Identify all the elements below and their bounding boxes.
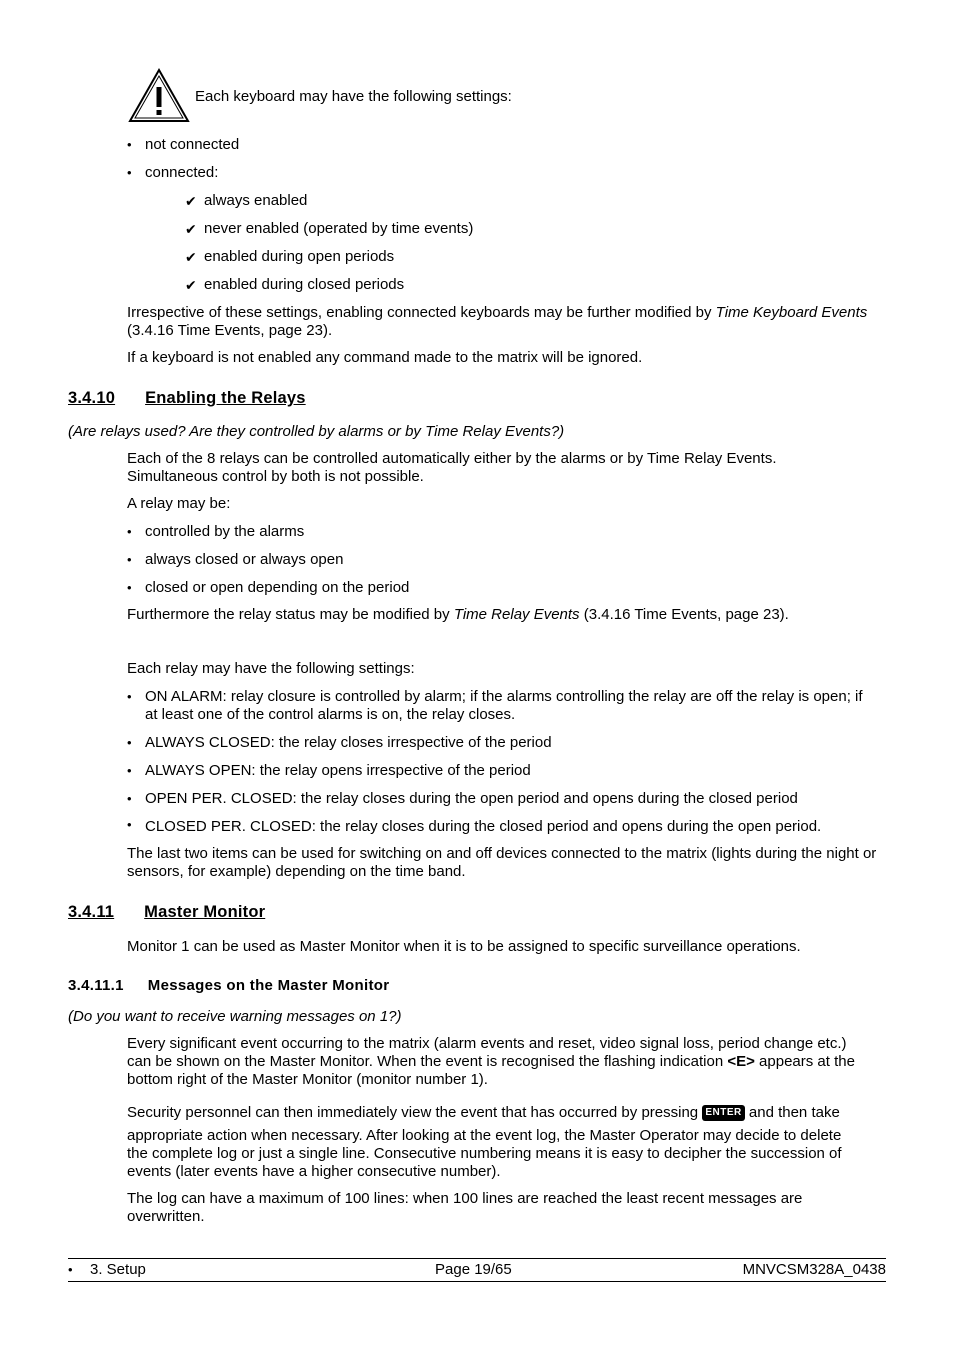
checkmark-icon: ✔ — [185, 221, 197, 237]
enter-key-icon: ENTER — [702, 1105, 744, 1121]
bullet-icon: • — [127, 165, 132, 180]
event-indicator: <E> — [727, 1053, 755, 1070]
emphasis: Time Keyboard Events — [715, 304, 868, 321]
checkmark-icon: ✔ — [185, 193, 197, 209]
footer-page-number: Page 19/65 — [435, 1261, 512, 1278]
list-item: ON ALARM: relay closure is controlled by alarm; if the alarms controlling the relay are off the relay is open; if at least one of the control alarms is on, the relay closes. — [145, 688, 863, 723]
checkmark-icon: ✔ — [185, 249, 197, 265]
list-item: controlled by the alarms — [145, 523, 305, 540]
warning-text: Each keyboard may have the following settings: — [195, 88, 512, 105]
warning-icon — [127, 67, 191, 124]
bullet-icon: • — [127, 817, 132, 832]
emphasis: Time Relay Events — [453, 606, 580, 623]
paragraph: Monitor 1 can be used as Master Monitor when it is to be assigned to specific surveillance operations. — [127, 938, 801, 955]
paragraph: Furthermore the relay status may be modified by Time Relay Events (3.4.16 Time Events, page 23). — [127, 606, 789, 623]
list-item: OPEN PER. CLOSED: the relay closes during the open period and opens during the closed period — [145, 790, 798, 807]
subsection-heading: 3.4.11.1 Messages on the Master Monitor — [68, 977, 390, 994]
list-item: enabled during open periods — [204, 248, 395, 265]
paragraph: Irrespective of these settings, enabling connected keyboards may be further modified by Time Keyboard Events (3.4.16 Time Events, page 23). — [127, 304, 868, 339]
list-item: ALWAYS OPEN: the relay opens irrespective of the period — [145, 762, 531, 779]
footer-rule-bottom — [68, 1281, 886, 1282]
bullet-icon: • — [127, 735, 132, 750]
paragraph: Each relay may have the following settings: — [127, 660, 415, 677]
bullet-icon: • — [127, 552, 132, 567]
list-item: never enabled (operated by time events) — [204, 220, 474, 237]
footer-rule-top — [68, 1258, 886, 1259]
paragraph: If a keyboard is not enabled any command made to the matrix will be ignored. — [127, 349, 643, 366]
section-question: (Do you want to receive warning messages on 1?) — [68, 1008, 402, 1025]
paragraph: The last two items can be used for switching on and off devices connected to the matrix (lights during the night or sensors, for example) depending on the time band. — [127, 845, 877, 880]
bullet-icon: • — [127, 791, 132, 806]
section-heading: 3.4.10 Enabling the Relays — [68, 389, 306, 407]
bullet-icon: • — [127, 689, 132, 704]
paragraph: The log can have a maximum of 100 lines: when 100 lines are reached the least recent messages are overwritten. — [127, 1190, 803, 1225]
paragraph: appropriate action when necessary. After looking at the event log, the Master Operator may decide to delete the complete log or just a single line. Consecutive numbering means it is easy to decipher the succession of events (later events have a higher consecutive number). — [127, 1127, 842, 1180]
paragraph: A relay may be: — [127, 495, 231, 512]
list-item: enabled during closed periods — [204, 276, 405, 293]
list-item: always closed or always open — [145, 551, 344, 568]
bullet-icon: • — [127, 580, 132, 595]
list-item: always enabled — [204, 192, 308, 209]
list-item: ALWAYS CLOSED: the relay closes irrespective of the period — [145, 734, 552, 751]
paragraph: Each of the 8 relays can be controlled automatically either by the alarms or by Time Relay Events. Simultaneous control by both is not possible. — [127, 450, 777, 485]
bullet-icon: • — [127, 524, 132, 539]
section-question: (Are relays used? Are they controlled by alarms or by Time Relay Events?) — [68, 423, 565, 440]
paragraph: Every significant event occurring to the matrix (alarm events and reset, video signal loss, period change etc.) can be shown on the Master Monitor. When the event is recognised the flashing indication <E> appears at the bottom right of the Master Monitor (monitor number 1). — [127, 1035, 855, 1088]
bullet-icon: • — [127, 137, 132, 152]
section-heading: 3.4.11 Master Monitor — [68, 903, 266, 921]
list-item: not connected — [145, 136, 240, 153]
list-item: CLOSED PER. CLOSED: the relay closes during the closed period and opens during the open period. — [145, 818, 822, 835]
list-item: connected: — [145, 164, 219, 181]
checkmark-icon: ✔ — [185, 277, 197, 293]
bullet-icon: • — [68, 1262, 73, 1277]
footer-doc-code: MNVCSM328A_0438 — [742, 1261, 886, 1278]
list-item: closed or open depending on the period — [145, 579, 410, 596]
footer-section: 3. Setup — [90, 1261, 146, 1278]
bullet-icon: • — [127, 763, 132, 778]
paragraph: Security personnel can then immediately view the event that has occurred by pressing ENTER and then take — [127, 1104, 840, 1121]
